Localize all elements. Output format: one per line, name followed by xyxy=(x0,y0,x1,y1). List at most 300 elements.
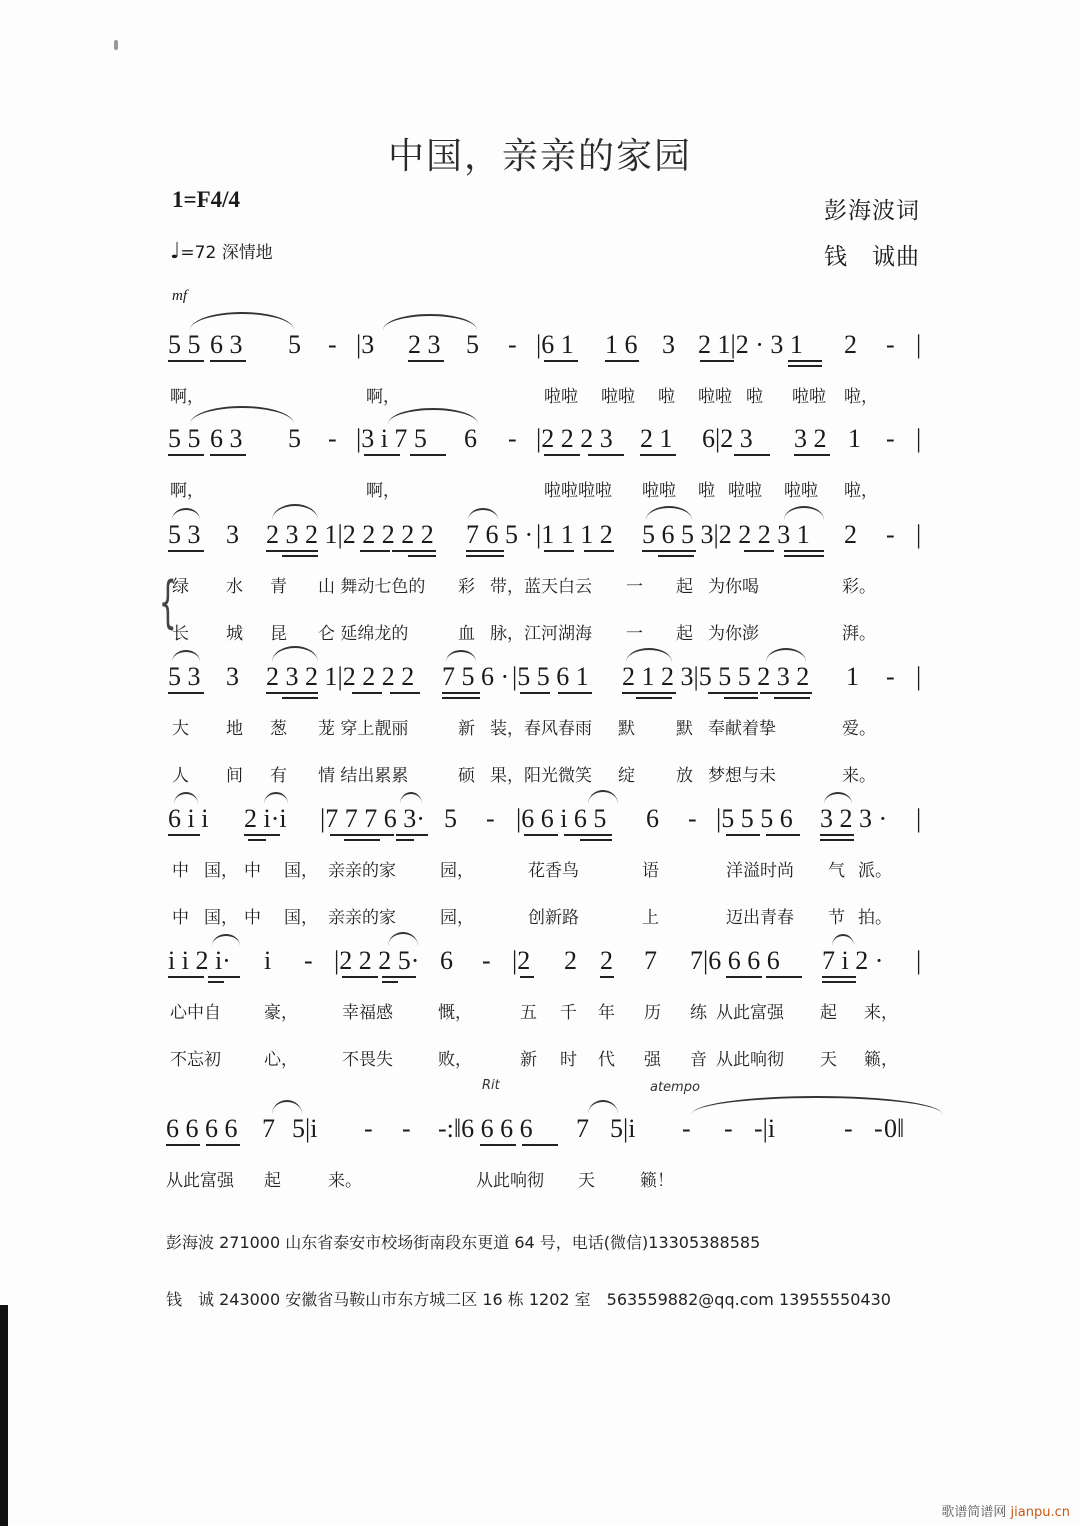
lyric-line xyxy=(168,382,928,406)
beam-underline xyxy=(266,692,318,694)
note-group: | xyxy=(916,662,922,691)
note-group: 2 3 2 1|2 2 2 2 2 xyxy=(266,520,434,549)
slur-mark xyxy=(190,406,294,424)
beam-underline xyxy=(168,360,204,362)
slur-mark xyxy=(272,504,318,520)
note-group: 2 1 xyxy=(640,424,673,453)
lyric-syllable: 彩。 xyxy=(842,577,876,597)
note-group: -:‖6 6 6 6 xyxy=(438,1114,533,1143)
beam-underline xyxy=(210,360,246,362)
beam-underline xyxy=(390,692,420,694)
lyric-syllable: 城 xyxy=(226,624,243,644)
note-group: | xyxy=(916,424,922,453)
beam-underline xyxy=(466,555,504,557)
lyric-syllable: 时 xyxy=(560,1050,577,1070)
note-group: - xyxy=(886,520,895,549)
note-group: 0‖ xyxy=(884,1114,905,1143)
note-group: 5 xyxy=(444,804,457,833)
note-group: 7 5 6 · xyxy=(442,662,510,691)
note-group: |6 6 i 6 5 xyxy=(516,804,607,833)
lyric-syllable: 园， xyxy=(440,908,474,928)
lyric-syllable: 强 xyxy=(644,1050,661,1070)
note-group: | xyxy=(916,520,922,549)
lyric-syllable: 籁， xyxy=(864,1050,898,1070)
lyric-line xyxy=(168,856,928,880)
note-group: - xyxy=(724,1114,733,1143)
beam-underline xyxy=(282,555,318,557)
lyric-syllable: 音 xyxy=(690,1050,707,1070)
lyric-syllable: 为你澎 xyxy=(708,624,759,644)
lyric-syllable: 心中自 xyxy=(170,1003,221,1023)
lyric-syllable: 啦啦啦啦 xyxy=(544,481,612,501)
note-group: - xyxy=(682,1114,691,1143)
notation-line xyxy=(168,662,928,694)
beam-underline xyxy=(788,365,822,367)
note-group: 3 xyxy=(226,662,239,691)
note-group: 1 xyxy=(846,662,859,691)
lyric-syllable: 天 xyxy=(820,1050,837,1070)
lyric-syllable: 长 xyxy=(172,624,189,644)
expression-mark: 深情地 xyxy=(221,243,273,263)
note-group: |3 i 7 5 xyxy=(356,424,427,453)
watermark-url: jianpu.cn xyxy=(1010,1505,1070,1520)
dynamic-mark: mf xyxy=(172,288,187,304)
lyric-syllable: 园， xyxy=(440,861,474,881)
notation-line xyxy=(168,804,928,836)
slur-mark xyxy=(272,646,318,662)
beam-underline xyxy=(734,454,770,456)
slur-mark xyxy=(172,650,200,662)
note-group: 7 6 5 · xyxy=(466,520,534,549)
beam-underline xyxy=(168,834,200,836)
note-group: i xyxy=(264,946,272,975)
lyric-syllable: 湃。 xyxy=(842,624,876,644)
slur-mark xyxy=(264,792,288,804)
note-group: 7 xyxy=(576,1114,589,1143)
lyric-syllable: 亲亲的家 xyxy=(328,908,396,928)
lyric-syllable: 啦啦 xyxy=(642,481,676,501)
note-group: 3 2 3 · xyxy=(820,804,888,833)
beam-underline xyxy=(726,976,762,978)
lyric-syllable: 花香鸟 xyxy=(528,861,579,881)
lyric-syllable: 青 xyxy=(270,577,287,597)
lyric-syllable: 五 xyxy=(520,1003,537,1023)
beam-underline xyxy=(244,834,280,836)
lyric-syllable: 天 xyxy=(578,1171,595,1191)
lyric-syllable: 绽 xyxy=(618,766,635,786)
slur-mark xyxy=(383,314,477,330)
lyric-syllable: 派。 xyxy=(858,861,892,881)
lyric-syllable: 上 xyxy=(642,908,659,928)
note-group: 1 xyxy=(848,424,861,453)
lyric-syllable: 节 xyxy=(828,908,845,928)
slur-mark xyxy=(646,506,692,520)
note-group: 3 xyxy=(226,520,239,549)
beam-underline xyxy=(342,976,378,978)
beam-underline xyxy=(774,697,810,699)
lyric-syllable: 啊， xyxy=(170,387,204,407)
note-group: 5|i xyxy=(610,1114,636,1143)
slur-mark xyxy=(588,790,618,804)
lyric-syllable: 昆 xyxy=(270,624,287,644)
lyric-syllable: 血 xyxy=(458,624,475,644)
beam-underline xyxy=(564,834,612,836)
slur-mark xyxy=(388,932,418,946)
note-group: - xyxy=(328,330,337,359)
lyric-syllable: 国， xyxy=(284,908,318,928)
lyric-syllable: 葱 xyxy=(270,719,287,739)
note-group: - xyxy=(304,946,313,975)
lyric-syllable: 间 xyxy=(226,766,243,786)
lyric-syllable: 情 结出累累 xyxy=(318,766,409,786)
lyric-syllable: 春风春雨 xyxy=(524,719,592,739)
slur-mark xyxy=(824,792,852,804)
notation-line xyxy=(168,330,928,362)
beam-underline xyxy=(708,692,758,694)
lyric-syllable: 啊， xyxy=(170,481,204,501)
beam-underline xyxy=(166,1144,200,1146)
beam-underline xyxy=(168,550,204,552)
beam-underline xyxy=(208,976,240,978)
beam-underline xyxy=(558,692,592,694)
song-title: 中国，亲亲的家园 xyxy=(387,136,692,177)
beam-underline xyxy=(794,454,830,456)
lyric-syllable: 创新路 xyxy=(528,908,579,928)
note-group: 2 xyxy=(844,520,857,549)
beam-underline xyxy=(642,550,696,552)
lyric-line xyxy=(168,1166,928,1190)
lyric-syllable: 亲亲的家 xyxy=(328,861,396,881)
lyric-syllable: 茏 穿上靓丽 xyxy=(318,719,409,739)
lyric-syllable: 默 xyxy=(618,719,635,739)
beam-underline xyxy=(364,454,400,456)
slur-mark xyxy=(784,506,824,520)
note-group: 5 xyxy=(288,424,301,453)
lyric-syllable: 千 xyxy=(560,1003,577,1023)
lyric-syllable: 啦， xyxy=(844,481,878,501)
beam-underline xyxy=(784,550,824,552)
beam-underline xyxy=(636,697,672,699)
note-group: -|i xyxy=(754,1114,776,1143)
lyric-syllable: 水 xyxy=(226,577,243,597)
beam-underline xyxy=(588,454,624,456)
lyric-line xyxy=(168,761,928,785)
beam-underline xyxy=(520,976,534,978)
beam-underline xyxy=(640,454,676,456)
note-group: - xyxy=(508,424,517,453)
lyric-syllable: 啦啦 xyxy=(601,387,635,407)
key-signature: 1=F4/4 xyxy=(172,187,241,212)
beam-underline xyxy=(622,692,676,694)
lyric-syllable: 梦想与未 xyxy=(708,766,776,786)
note-group: 5 5 xyxy=(168,330,201,359)
lyric-syllable: 啦啦 xyxy=(544,387,578,407)
lyric-syllable: 练 xyxy=(690,1003,707,1023)
beam-underline xyxy=(206,1144,240,1146)
lyric-syllable: 心， xyxy=(264,1050,298,1070)
lyric-syllable: 败， xyxy=(438,1050,472,1070)
lyric-syllable: 气 xyxy=(828,861,845,881)
note-group: - xyxy=(486,804,495,833)
quarter-note-icon: ♩ xyxy=(170,239,181,264)
lyric-syllable: 大 xyxy=(172,719,189,739)
lyric-syllable: 阳光微笑 xyxy=(524,766,592,786)
beam-underline xyxy=(442,697,480,699)
beam-underline xyxy=(760,692,812,694)
note-group: |2 2 2 5· xyxy=(334,946,420,975)
lyric-syllable: 新 xyxy=(520,1050,537,1070)
beam-underline xyxy=(210,454,246,456)
lyric-syllable: 慨， xyxy=(438,1003,472,1023)
beam-underline xyxy=(266,550,318,552)
beam-underline xyxy=(544,550,574,552)
lyric-syllable: 啦， xyxy=(844,387,878,407)
lyric-syllable: 绿 xyxy=(172,577,189,597)
beam-underline xyxy=(396,839,414,841)
slur-mark xyxy=(388,408,478,424)
slur-mark xyxy=(468,508,498,520)
lyric-syllable: 历 xyxy=(644,1003,661,1023)
slur-mark xyxy=(626,648,672,662)
lyric-syllable: 起 xyxy=(264,1171,281,1191)
beam-underline xyxy=(820,839,854,841)
lyric-syllable: 一 xyxy=(626,624,643,644)
lyric-syllable: 啦 xyxy=(698,481,715,501)
beam-underline xyxy=(544,360,578,362)
beam-underline xyxy=(168,692,204,694)
watermark-site-name: 歌谱简谱网 xyxy=(941,1505,1007,1520)
note-group: 3 xyxy=(662,330,675,359)
note-group: - xyxy=(482,946,491,975)
lyric-syllable: 中 xyxy=(172,908,189,928)
note-group: - xyxy=(886,662,895,691)
note-group: 2 1|2 · 3 1 xyxy=(698,330,803,359)
notation-line xyxy=(168,946,928,978)
scan-speck xyxy=(114,40,118,50)
beam-underline xyxy=(784,555,824,557)
verse-brace: { xyxy=(158,570,177,635)
beam-underline xyxy=(466,550,504,552)
note-group: 2 3 xyxy=(408,330,441,359)
lyric-syllable: 幸福感 xyxy=(342,1003,393,1023)
beam-underline xyxy=(580,839,612,841)
lyric-line xyxy=(168,619,928,643)
beam-underline xyxy=(766,834,800,836)
note-group: 6 xyxy=(464,424,477,453)
lyric-syllable: 人 xyxy=(172,766,189,786)
lyric-syllable: 从此富强 xyxy=(166,1171,234,1191)
note-group: 5 5 xyxy=(168,424,201,453)
slur-mark xyxy=(692,1096,942,1114)
lyric-syllable: 有 xyxy=(270,766,287,786)
lyric-line xyxy=(168,572,928,596)
lyric-line xyxy=(168,714,928,738)
note-group: 3 2 xyxy=(794,424,827,453)
lyric-syllable: 啊， xyxy=(366,387,400,407)
lyric-line xyxy=(168,903,928,927)
note-group: 2 xyxy=(564,946,577,975)
note-group: - xyxy=(508,330,517,359)
beam-underline xyxy=(408,360,444,362)
beam-underline xyxy=(396,834,428,836)
composer-credit: 钱 诚曲 xyxy=(824,244,920,270)
beam-underline xyxy=(344,839,380,841)
tempo-marking xyxy=(170,238,273,264)
note-group: |7 7 7 6 3· xyxy=(320,804,425,833)
note-group: - xyxy=(874,1114,883,1143)
lyric-syllable: 起 xyxy=(820,1003,837,1023)
lyric-syllable: 籁！ xyxy=(640,1171,674,1191)
beam-underline xyxy=(788,360,822,362)
lyric-syllable: 从此富强 xyxy=(716,1003,784,1023)
slur-mark xyxy=(400,792,422,804)
lyric-syllable: 国， xyxy=(204,908,238,928)
note-group: | xyxy=(916,330,922,359)
lyric-syllable: 年 xyxy=(598,1003,615,1023)
slur-mark xyxy=(588,1100,618,1114)
note-group: 2 1 2 3|5 5 5 2 3 2 xyxy=(622,662,810,691)
lyric-syllable: 带， xyxy=(490,577,524,597)
lyric-syllable: 默 xyxy=(676,719,693,739)
lyric-syllable: 豪， xyxy=(264,1003,298,1023)
note-group: 2 i·i xyxy=(244,804,287,833)
beam-underline xyxy=(822,976,856,978)
lyric-syllable: 果， xyxy=(490,766,524,786)
lyric-syllable: 山 舞动七色的 xyxy=(318,577,426,597)
scan-edge xyxy=(0,1305,8,1526)
note-group: |6 1 xyxy=(536,330,574,359)
note-group: |2 2 2 3 xyxy=(536,424,613,453)
lyric-line xyxy=(168,476,928,500)
lyric-syllable: 蓝天白云 xyxy=(524,577,592,597)
note-group: |5 5 6 1 xyxy=(512,662,589,691)
lyric-syllable: 啦啦 xyxy=(784,481,818,501)
note-group: - xyxy=(402,1114,411,1143)
a-tempo-mark: atempo xyxy=(650,1080,700,1095)
note-group: 5 xyxy=(466,330,479,359)
lyric-syllable: 从此响彻 xyxy=(476,1171,544,1191)
note-group: 5 3 xyxy=(168,662,201,691)
lyric-syllable: 从此响彻 xyxy=(716,1050,784,1070)
note-group: 6 3 xyxy=(210,330,243,359)
lyric-syllable: 奉献着挚 xyxy=(708,719,776,739)
lyric-syllable: 放 xyxy=(676,766,693,786)
beam-underline xyxy=(700,360,734,362)
lyric-syllable: 中 xyxy=(244,908,261,928)
beam-underline xyxy=(248,839,266,841)
lyric-syllable: 彩 xyxy=(458,577,475,597)
lyric-syllable: 地 xyxy=(226,719,243,739)
watermark xyxy=(941,1501,1070,1520)
composer-contact: 钱 诚 243000 安徽省马鞍山市东方城二区 16 栋 1202 室 563559882@qq.com 13955550430 xyxy=(166,1290,891,1309)
note-group: | xyxy=(916,946,922,975)
slur-mark xyxy=(446,650,476,662)
note-group: - xyxy=(886,330,895,359)
note-group: |3 xyxy=(356,330,375,359)
note-group: |2 xyxy=(512,946,531,975)
lyric-syllable: 国， xyxy=(204,861,238,881)
note-group: - xyxy=(886,424,895,453)
beam-underline xyxy=(168,454,204,456)
lyric-syllable: 脉， xyxy=(490,624,524,644)
beam-underline xyxy=(584,550,614,552)
note-group: 1 6 xyxy=(605,330,638,359)
note-group: - xyxy=(688,804,697,833)
lyric-syllable: 拍。 xyxy=(858,908,892,928)
lyric-syllable: 啦啦 xyxy=(698,387,732,407)
ritardando-mark: Rit xyxy=(482,1078,500,1093)
beam-underline xyxy=(524,834,558,836)
lyric-syllable: 啊， xyxy=(366,481,400,501)
lyric-syllable: 语 xyxy=(642,861,659,881)
note-group: 6 3 xyxy=(210,424,243,453)
note-group: 2 xyxy=(844,330,857,359)
slur-mark xyxy=(174,792,198,804)
lyric-syllable: 来。 xyxy=(842,766,876,786)
lyricist-credit: 彭海波词 xyxy=(824,198,920,224)
note-group: 7 xyxy=(262,1114,275,1143)
beam-underline xyxy=(330,834,394,836)
beam-underline xyxy=(520,692,550,694)
lyric-syllable: 啦啦 xyxy=(792,387,826,407)
beam-underline xyxy=(410,454,446,456)
slur-mark xyxy=(272,1100,302,1114)
lyric-syllable: 不畏失 xyxy=(342,1050,393,1070)
note-group: |5 5 5 6 xyxy=(716,804,793,833)
beam-underline xyxy=(744,550,774,552)
lyric-syllable: 啦 xyxy=(746,387,763,407)
lyric-syllable: 爱。 xyxy=(842,719,876,739)
lyric-syllable: 起 xyxy=(676,624,693,644)
note-group: | xyxy=(916,804,922,833)
slur-mark xyxy=(832,934,854,946)
slur-mark xyxy=(212,934,240,946)
lyric-syllable: 为你喝 xyxy=(708,577,759,597)
beam-underline xyxy=(360,550,390,552)
beam-underline xyxy=(408,555,436,557)
beam-underline xyxy=(352,692,382,694)
note-group: 5|i xyxy=(292,1114,318,1143)
lyric-syllable: 迈出青春 xyxy=(726,908,794,928)
note-group: - xyxy=(844,1114,853,1143)
lyric-syllable: 装， xyxy=(490,719,524,739)
lyric-syllable: 起 xyxy=(676,577,693,597)
lyric-syllable: 硕 xyxy=(458,766,475,786)
lyric-syllable: 一 xyxy=(626,577,643,597)
lyric-syllable: 洋溢时尚 xyxy=(726,861,794,881)
lyric-syllable: 新 xyxy=(458,719,475,739)
lyric-syllable: 来。 xyxy=(328,1171,362,1191)
beam-underline xyxy=(658,555,694,557)
beam-underline xyxy=(522,1144,558,1146)
lyric-syllable: 来， xyxy=(864,1003,898,1023)
note-group: 5 xyxy=(288,330,301,359)
lyric-syllable: 国， xyxy=(284,861,318,881)
beam-underline xyxy=(392,550,436,552)
beam-underline xyxy=(726,834,760,836)
notation-line xyxy=(168,424,928,456)
beam-underline xyxy=(382,976,416,978)
lyricist-contact: 彭海波 271000 山东省泰安市校场街南段东更道 64 号，电话(微信)13305388585 xyxy=(166,1233,761,1252)
note-group: 7 i 2 · xyxy=(822,946,884,975)
note-group: 6 xyxy=(440,946,453,975)
note-group: 7|6 6 6 6 xyxy=(690,946,780,975)
beam-underline xyxy=(208,981,224,983)
slur-mark xyxy=(766,648,806,662)
beam-underline xyxy=(382,981,398,983)
note-group: 6 i i xyxy=(168,804,209,833)
note-group: 6 xyxy=(646,804,659,833)
